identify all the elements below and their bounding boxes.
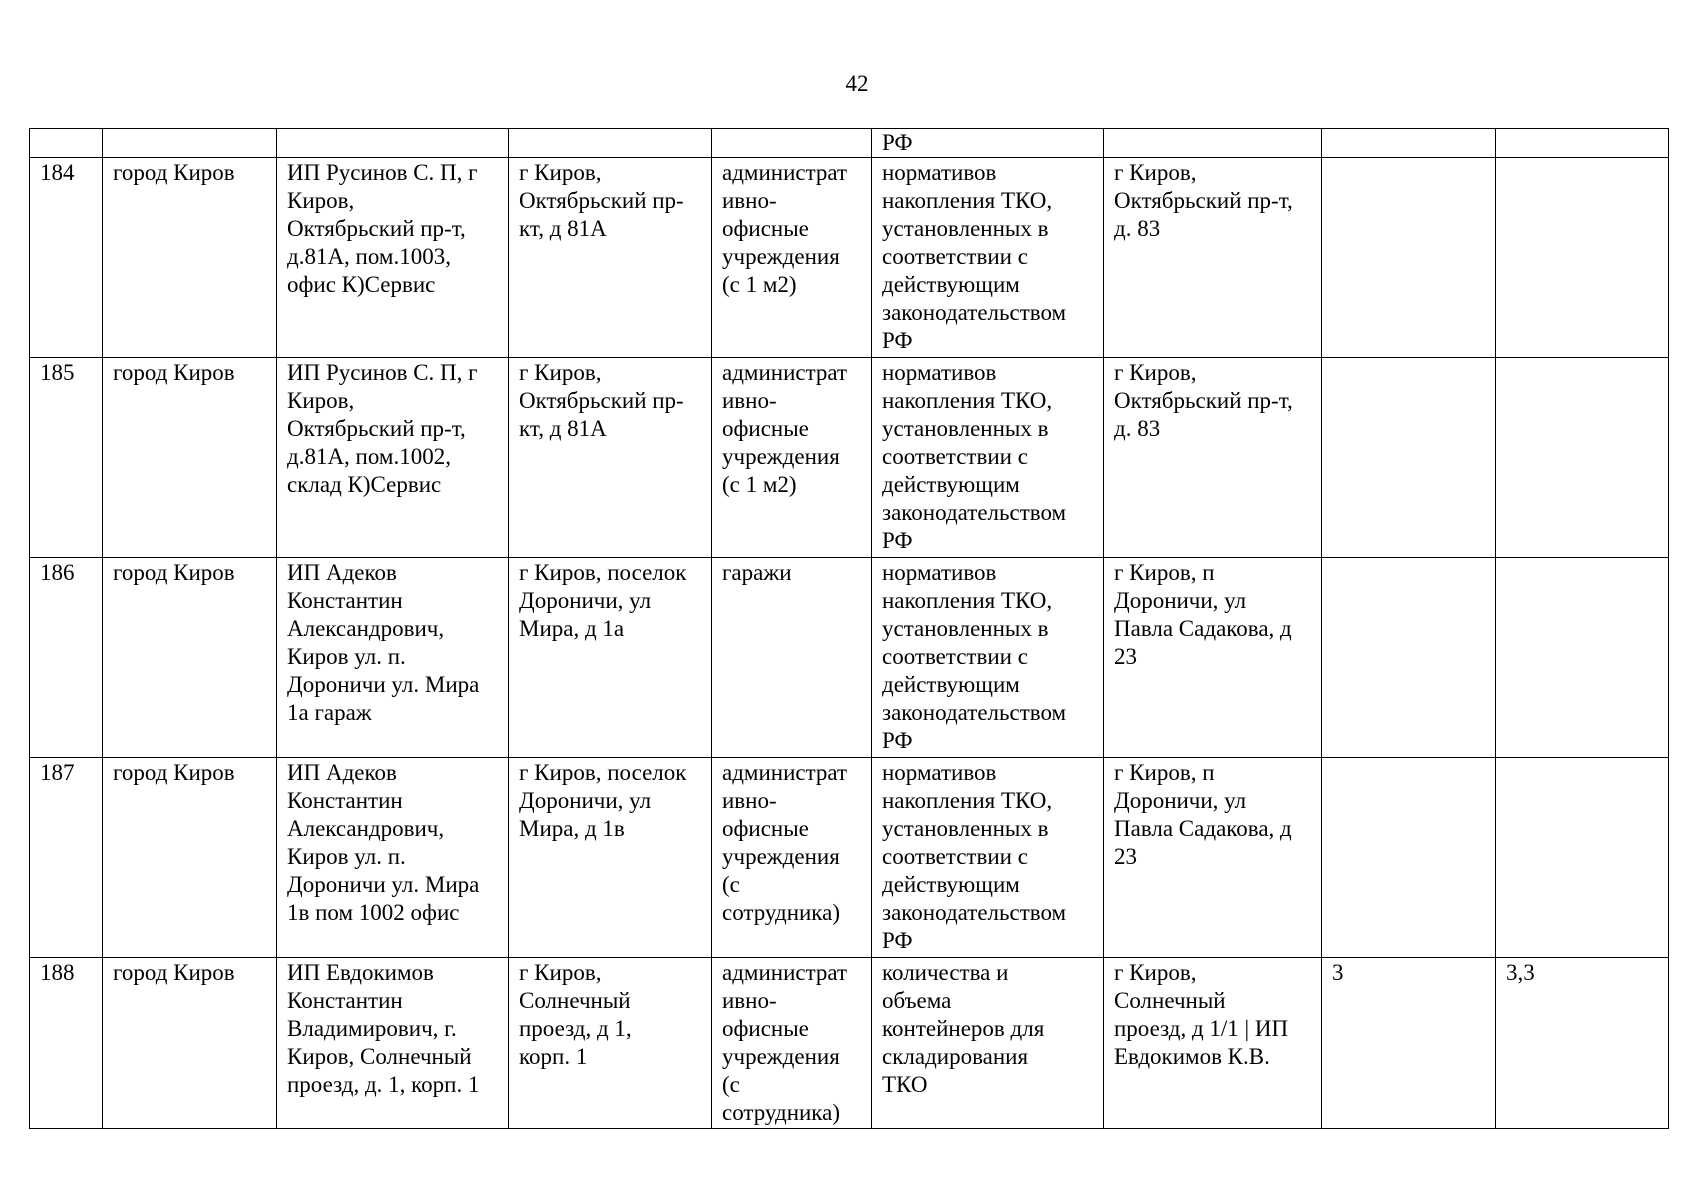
cell-site: г Киров, п Дороничи, ул Павла Садакова, д 23 <box>1104 558 1322 758</box>
cell-num: 187 <box>30 758 103 958</box>
cell-category: администрат ивно- офисные учреждения (с 1 м2) <box>712 158 872 358</box>
cell-category: администрат ивно- офисные учреждения (с сотрудника) <box>712 958 872 1129</box>
cell-count: 3 <box>1322 958 1496 1129</box>
page-number: 42 <box>845 71 869 96</box>
cell-category: гаражи <box>712 558 872 758</box>
cell-locality: город Киров <box>103 558 277 758</box>
cell-site: г Киров, Октябрьский пр-т, д. 83 <box>1104 158 1322 358</box>
cell-locality: город Киров <box>103 958 277 1129</box>
cell-address: г Киров, Солнечный проезд, д 1, корп. 1 <box>509 958 712 1129</box>
cell-volume: 3,3 <box>1496 958 1669 1129</box>
cell-volume <box>1496 358 1669 558</box>
cell-category: администрат ивно- офисные учреждения (с 1 м2) <box>712 358 872 558</box>
table-row <box>30 158 1669 358</box>
cell-basis: РФ <box>872 129 1104 158</box>
cell-address: г Киров, поселок Дороничи, ул Мира, д 1в <box>509 758 712 958</box>
cell-locality <box>103 129 277 158</box>
cell-owner: ИП Адеков Константин Александрович, Киров ул. п. Дороничи ул. Мира 1в пом 1002 офис <box>277 758 509 958</box>
cell-basis: нормативов накопления ТКО, установленных в соответствии с действующим законодательством РФ <box>872 758 1104 958</box>
cell-count <box>1322 758 1496 958</box>
cell-site: г Киров, Октябрьский пр-т, д. 83 <box>1104 358 1322 558</box>
cell-locality: город Киров <box>103 758 277 958</box>
table-row-continued <box>30 129 1669 158</box>
cell-owner: ИП Евдокимов Константин Владимирович, г. Киров, Солнечный проезд, д. 1, корп. 1 <box>277 958 509 1129</box>
cell-address: г Киров, поселок Дороничи, ул Мира, д 1а <box>509 558 712 758</box>
cell-owner: ИП Адеков Константин Александрович, Киров ул. п. Дороничи ул. Мира 1а гараж <box>277 558 509 758</box>
cell-basis: количества и объема контейнеров для складирования ТКО <box>872 958 1104 1129</box>
cell-volume <box>1496 558 1669 758</box>
cell-address: г Киров, Октябрьский пр- кт, д 81А <box>509 158 712 358</box>
table-row <box>30 758 1669 958</box>
cell-volume <box>1496 129 1669 158</box>
registry-table <box>29 128 1669 1129</box>
cell-category: администрат ивно- офисные учреждения (с сотрудника) <box>712 758 872 958</box>
cell-count <box>1322 558 1496 758</box>
cell-owner: ИП Русинов С. П, г Киров, Октябрьский пр-т, д.81А, пом.1002, склад К)Сервис <box>277 358 509 558</box>
cell-count <box>1322 129 1496 158</box>
cell-num: 186 <box>30 558 103 758</box>
cell-basis: нормативов накопления ТКО, установленных в соответствии с действующим законодательством РФ <box>872 358 1104 558</box>
cell-site <box>1104 129 1322 158</box>
cell-locality: город Киров <box>103 158 277 358</box>
cell-num: 185 <box>30 358 103 558</box>
cell-count <box>1322 358 1496 558</box>
cell-address: г Киров, Октябрьский пр- кт, д 81А <box>509 358 712 558</box>
cell-basis: нормативов накопления ТКО, установленных в соответствии с действующим законодательством РФ <box>872 158 1104 358</box>
cell-num <box>30 129 103 158</box>
cell-num: 188 <box>30 958 103 1129</box>
table-row <box>30 358 1669 558</box>
cell-category <box>712 129 872 158</box>
table-row <box>30 558 1669 758</box>
cell-volume <box>1496 758 1669 958</box>
cell-basis: нормативов накопления ТКО, установленных в соответствии с действующим законодательством РФ <box>872 558 1104 758</box>
cell-locality: город Киров <box>103 358 277 558</box>
cell-site: г Киров, п Дороничи, ул Павла Садакова, д 23 <box>1104 758 1322 958</box>
cell-site: г Киров, Солнечный проезд, д 1/1 | ИП Евдокимов К.В. <box>1104 958 1322 1129</box>
cell-owner <box>277 129 509 158</box>
cell-count <box>1322 158 1496 358</box>
cell-num: 184 <box>30 158 103 358</box>
cell-volume <box>1496 158 1669 358</box>
cell-address <box>509 129 712 158</box>
table-row <box>30 958 1669 1129</box>
cell-owner: ИП Русинов С. П, г Киров, Октябрьский пр-т, д.81А, пом.1003, офис К)Сервис <box>277 158 509 358</box>
